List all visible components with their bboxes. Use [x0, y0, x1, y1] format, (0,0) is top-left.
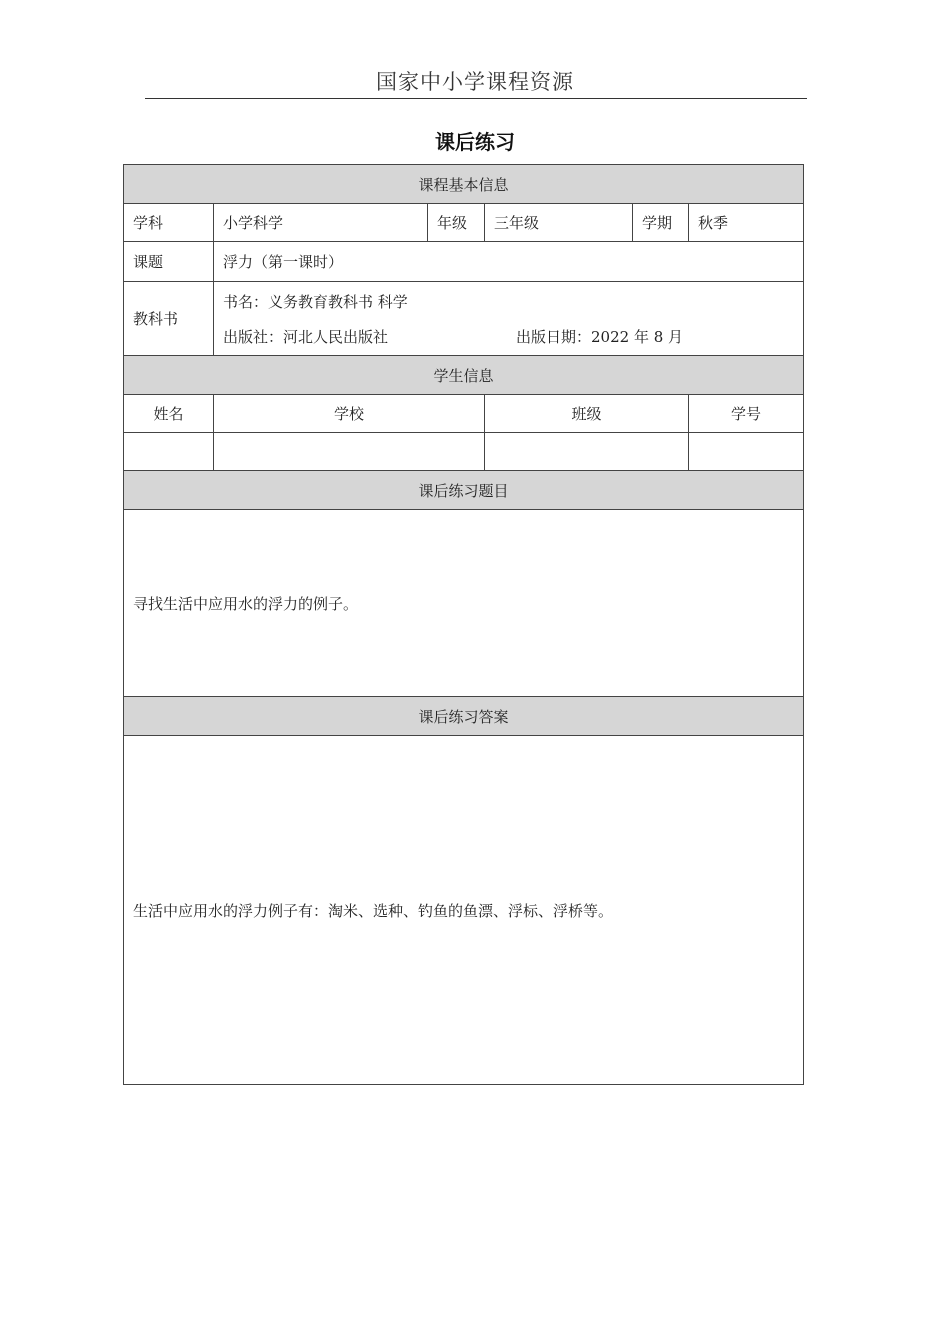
- grade-value: 三年级: [485, 204, 633, 242]
- header-divider: [145, 98, 807, 99]
- exercise-question: 寻找生活中应用水的浮力的例子。: [124, 510, 804, 697]
- student-school-label: 学校: [214, 395, 485, 433]
- publish-date: 出版日期：2022 年 8 月: [516, 327, 684, 346]
- document-title: 课后练习: [435, 130, 515, 154]
- book-name: 书名：义务教育教科书 科学: [223, 292, 408, 311]
- exercise-answer: 生活中应用水的浮力例子有：淘米、选种、钓鱼的鱼漂、浮标、浮桥等。: [124, 736, 804, 1085]
- student-name-field[interactable]: [124, 433, 214, 471]
- student-class-label: 班级: [485, 395, 689, 433]
- exercise-form-table: [123, 164, 804, 1085]
- header-title: 国家中小学课程资源: [376, 70, 574, 94]
- term-label: 学期: [633, 204, 689, 242]
- textbook-details: [214, 282, 804, 356]
- term-value: 秋季: [689, 204, 804, 242]
- topic-value: 浮力（第一课时）: [214, 242, 804, 282]
- student-class-field[interactable]: [485, 433, 689, 471]
- publisher: 出版社：河北人民出版社: [223, 327, 389, 346]
- student-number-field[interactable]: [689, 433, 804, 471]
- student-school-field[interactable]: [214, 433, 485, 471]
- section-answer: 课后练习答案: [124, 697, 804, 736]
- textbook-label: 教科书: [124, 282, 214, 356]
- section-exercise: 课后练习题目: [124, 471, 804, 510]
- grade-label: 年级: [428, 204, 485, 242]
- publisher-line: [223, 326, 794, 347]
- section-student-info: 学生信息: [124, 356, 804, 395]
- section-course-info: 课程基本信息: [124, 165, 804, 204]
- subject-value: 小学科学: [214, 204, 428, 242]
- topic-label: 课题: [124, 242, 214, 282]
- subject-label: 学科: [124, 204, 214, 242]
- student-number-label: 学号: [689, 395, 804, 433]
- student-name-label: 姓名: [124, 395, 214, 433]
